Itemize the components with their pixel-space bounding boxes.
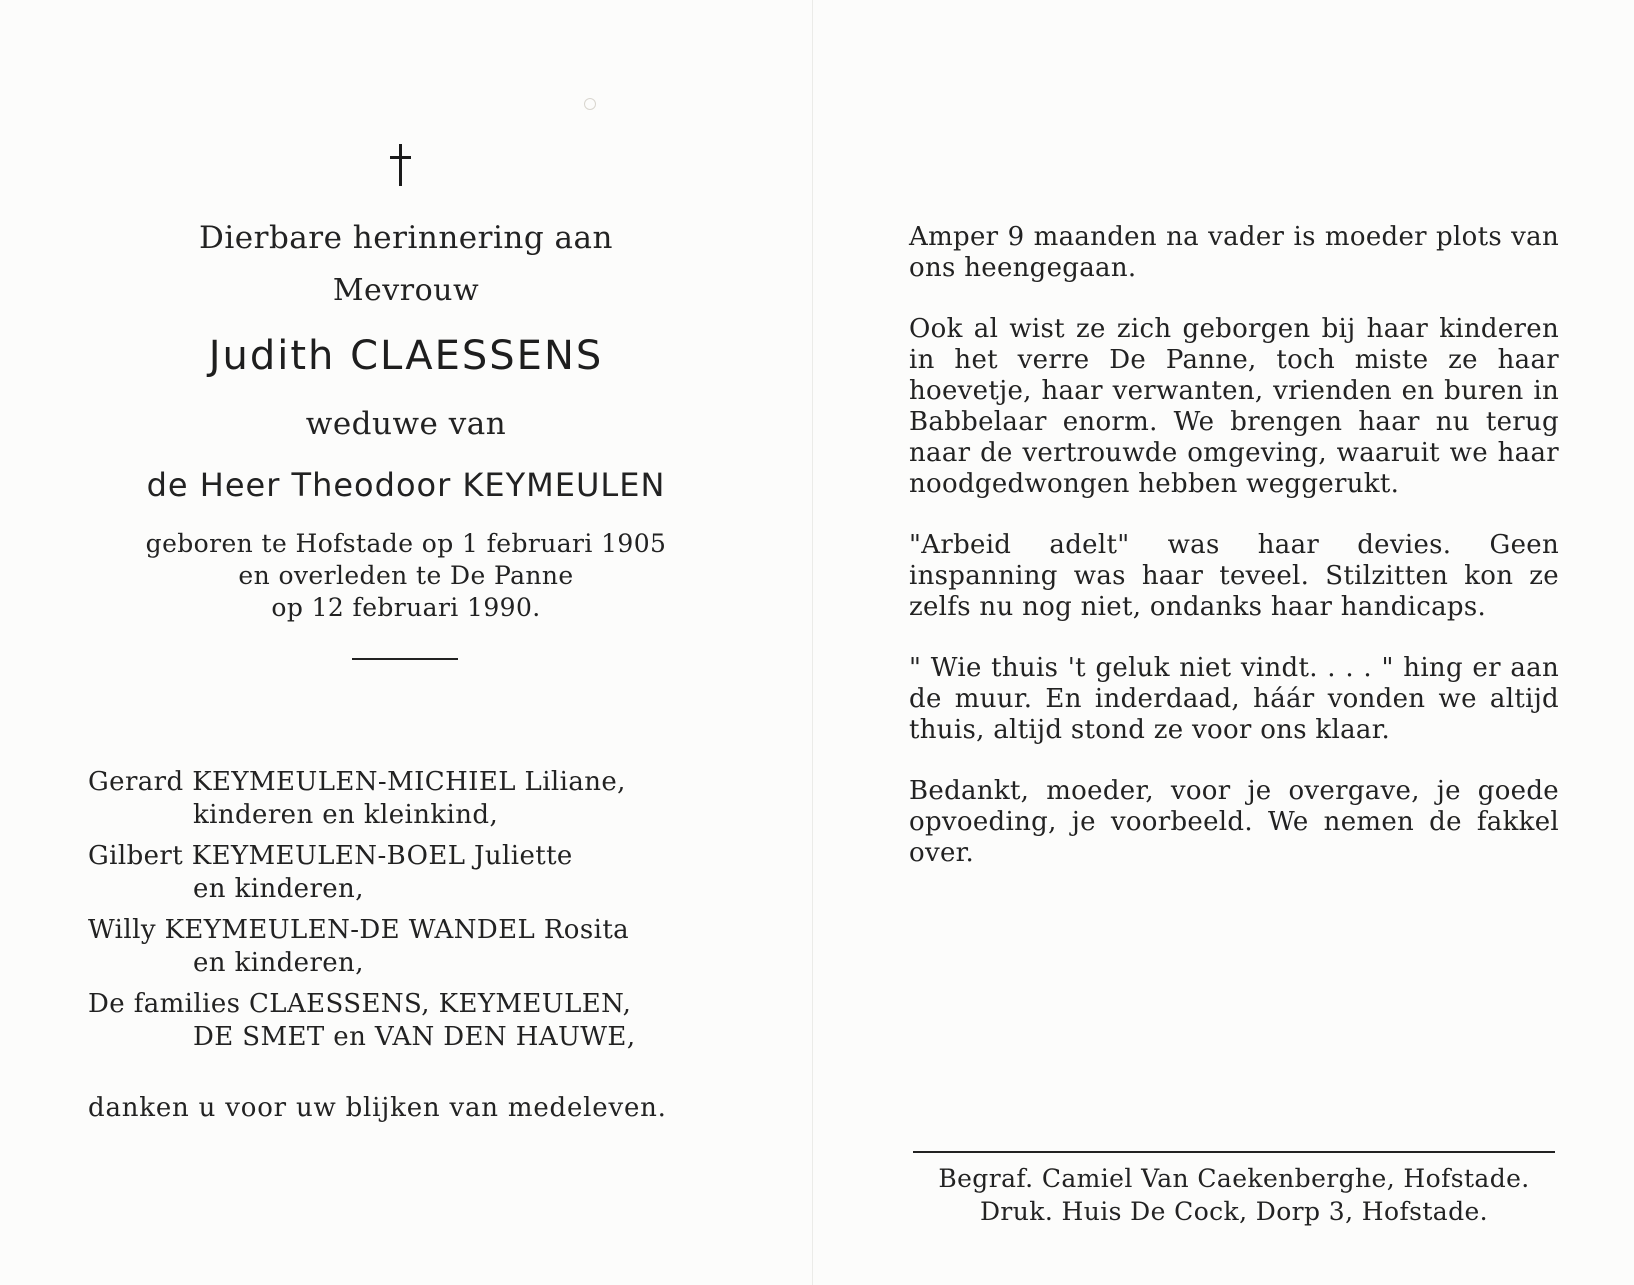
honorific: Mevrouw (332, 273, 480, 308)
printer-line: Druk. Huis De Cock, Dorp 3, Hofstade. (979, 1197, 1489, 1226)
family-entry (88, 840, 778, 906)
family-list (88, 766, 778, 1062)
paragraph: "Arbeid adelt" was haar devies. Geen inspanning was haar teveel. Stilzitten kon ze zelfs nu nog niet, ondanks haar handicaps. (909, 530, 1559, 622)
dates-block (0, 528, 812, 624)
paragraph: Bedankt, moeder, voor je overgave, je goede opvoeding, je voorbeeld. We nemen de fakkel over. (909, 776, 1559, 868)
paper-mark (584, 98, 596, 110)
family-name: Gilbert KEYMEULEN-BOEL Juliette (88, 841, 573, 871)
deceased-name: Judith CLAESSENS (208, 333, 604, 379)
intro-line: Dierbare herinnering aan (199, 220, 613, 256)
death-place-line: en overleden te De Panne (238, 561, 574, 590)
family-name: Willy KEYMEULEN-DE WANDEL Rosita (88, 915, 630, 945)
memorial-text (909, 222, 1559, 899)
family-note: DE SMET en VAN DEN HAUWE, (193, 1022, 636, 1052)
short-rule (352, 658, 458, 660)
undertaker-line: Begraf. Camiel Van Caekenberghe, Hofstade. (938, 1164, 1530, 1193)
birth-line: geboren te Hofstade op 1 februari 1905 (145, 529, 667, 558)
husband-name: de Heer Theodoor KEYMEULEN (146, 466, 666, 504)
family-entry (88, 988, 778, 1054)
paragraph: Ook al wist ze zich geborgen bij haar kinderen in het verre De Panne, toch miste ze haar hoevetje, haar verwanten, vrienden en buren in Babbelaar enorm. We brengen haar nu terug naar de vertrouwde omgeving, waaruit we haar noodgedwongen hebben weggerukt. (909, 314, 1559, 499)
family-note: en kinderen, (193, 948, 364, 978)
family-entry (88, 914, 778, 980)
credits-rule (913, 1151, 1555, 1153)
family-note: kinderen en kleinkind, (193, 800, 499, 830)
credits (913, 1162, 1555, 1228)
right-panel (813, 0, 1634, 1285)
thanks-line: danken u voor uw blijken van medeleven. (88, 1093, 667, 1123)
paragraph: " Wie thuis 't geluk niet vindt. . . . " hing er aan de muur. En inderdaad, háár vonden we altijd thuis, altijd stond ze voor ons klaar. (909, 653, 1559, 745)
death-date-line: op 12 februari 1990. (271, 593, 541, 622)
widow-of: weduwe van (305, 406, 507, 442)
family-entry (88, 766, 778, 832)
paragraph: Amper 9 maanden na vader is moeder plots van ons heengegaan. (909, 222, 1559, 283)
left-panel (0, 0, 812, 1285)
family-name: De families CLAESSENS, KEYMEULEN, (88, 989, 632, 1019)
family-name: Gerard KEYMEULEN-MICHIEL Liliane, (88, 767, 626, 797)
family-note: en kinderen, (193, 874, 364, 904)
